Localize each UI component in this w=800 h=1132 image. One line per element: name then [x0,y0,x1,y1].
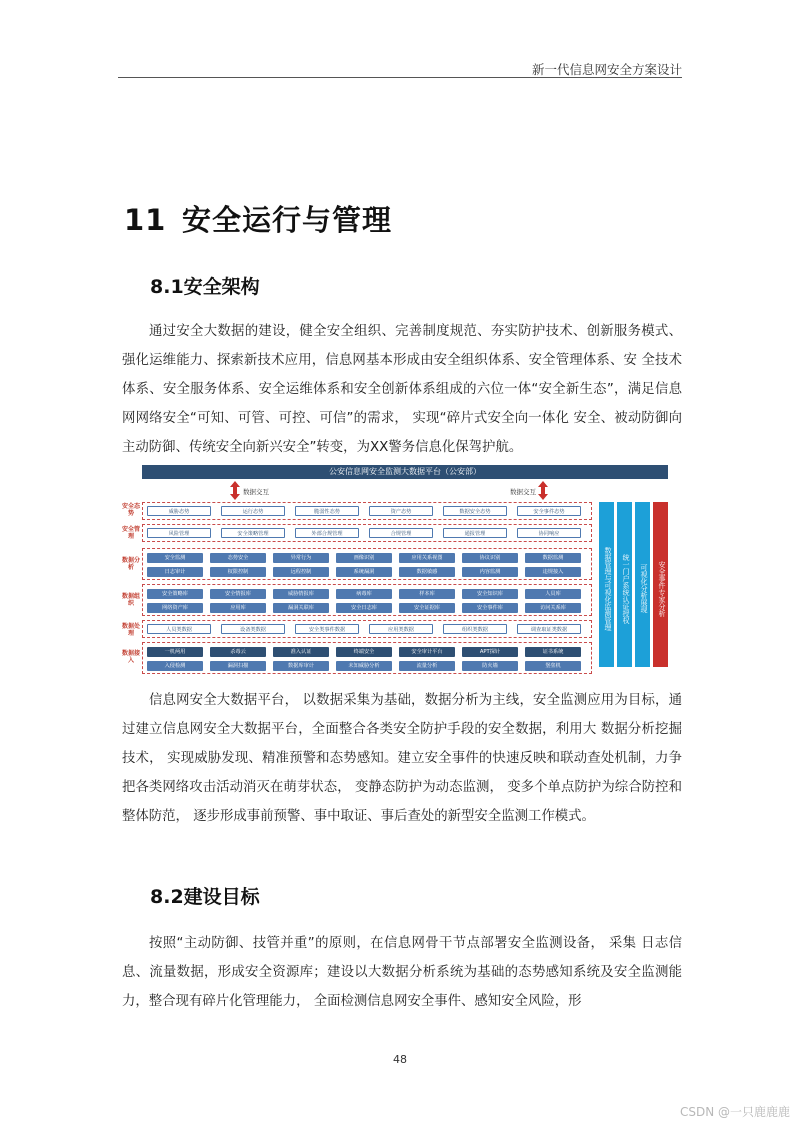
diagram-cell: 安全事件态势 [517,506,581,516]
diagram-cell: 访问关系库 [525,603,581,613]
diagram-cell: 网络资产库 [147,603,203,613]
diagram-cell: 安全证据库 [399,603,455,613]
paragraph-architecture: 通过安全大数据的建设，健全安全组织、完善制度规范、夯实防护技术、创新服务模式、强化运维能力、探索新技术应用，信息网基本形成由安全组织体系、安全管理体系、安 全技术体系、安全服务体系、安全运维体系和安全创新体系组成的六位一体“安全新生态”，满足信息网网络安全“可知、可管、可控、可信”的需求， 实现“碎片式安全向一体化 安全、被动防御向主动防御、传统安全向新兴安全”转变，为XX警务信息化保驾护航。 [122,324,682,455]
double-arrow-icon [538,481,548,500]
diagram-row-processing [142,620,592,638]
diagram-cell: APT探针 [462,647,518,657]
watermark: CSDN @一只鹿鹿鹿 [679,1105,790,1119]
diagram-cell: 系统漏洞 [336,567,392,577]
diagram-cell: 权限控制 [210,567,266,577]
diagram-cell: 调查取证类数据 [517,624,581,634]
chapter-title: 安全运行与管理 [182,203,393,237]
diagram-cell: 安全情报库 [210,589,266,599]
diagram-cell: 脆弱性态势 [295,506,359,516]
diagram-cell: 资产态势 [369,506,433,516]
diagram-cell: 人员类数据 [147,624,211,634]
diagram-cell: 安全策略库 [147,589,203,599]
diagram-top-bar: 公安信息网安全监测大数据平台（公安部） [142,465,668,479]
diagram-cell: 漏洞关联库 [273,603,329,613]
vertical-column-expert-analysis: 安全事件专家分析 [653,502,668,667]
diagram-cell: 风险管理 [147,528,211,538]
diagram-cell: 应用库 [210,603,266,613]
vertical-column-visual-analysis: 可视化分析展现 [635,502,650,667]
diagram-cell: 通报管理 [443,528,507,538]
diagram-cell: 异常行为 [273,553,329,563]
chapter-heading [124,198,392,239]
vertical-column-data-management: 数据管理与可视化监测管理 [599,502,614,667]
paragraph-big-data-platform: 信息网安全大数据平台， 以数据采集为基础，数据分析为主线，安全监测应用为目标，通过建立信息网安全大数据平台，全面整合各类安全防护手段的安全数据，利用大 数据分析挖掘技术， 实现威胁发现、精准预警和态势感知。建立安全事件的快速反映和联动查处机制，力争把各类网络攻击活动消灭在萌芽状态， 变静态防护为动态监测， 变多个单点防护为综合防控和整体防范， 逐步形成事前预警、事中取证、事后查处的新型安全监测工作模式。 [122,693,682,824]
diagram-cell: 一机两用 [147,647,203,657]
page-number: 48 [393,1053,407,1066]
diagram-cell: 数据库审计 [273,661,329,671]
diagram-row-management [142,524,592,542]
diagram-cell: 违规接入 [525,567,581,577]
diagram-row-organization [142,584,592,616]
row-label: 数据接入 [122,650,141,664]
diagram-row-ingestion [142,642,592,674]
flow-label-right: 数据交互 [510,488,536,496]
diagram-cell: 准入认证 [273,647,329,657]
header-divider [118,77,682,78]
diagram-cell: 安全事件库 [462,603,518,613]
diagram-cell: 安全知识库 [462,589,518,599]
diagram-cell: 防火墙 [462,661,518,671]
diagram-row-analysis [142,548,592,580]
row-label: 数据分析 [122,557,141,571]
diagram-cell: 应用关系视图 [399,553,455,563]
diagram-cell: 流量分析 [399,661,455,671]
diagram-cell: 协同响应 [517,528,581,538]
diagram-cell: 态势安全 [210,553,266,563]
diagram-cell: 数据监测 [525,553,581,563]
diagram-cell: 数据敏感 [399,567,455,577]
section-heading-8-2: 8.2建设目标 [150,886,260,908]
diagram-cell: 证书系统 [525,647,581,657]
diagram-cell: 终端安全 [336,647,392,657]
diagram-cell: 病毒库 [336,589,392,599]
diagram-cell: 安全审计平台 [399,647,455,657]
diagram-cell: 运行态势 [221,506,285,516]
diagram-cell: 安全策略管理 [221,528,285,538]
row-label: 数据组织 [122,593,141,607]
diagram-cell: 合规管理 [369,528,433,538]
diagram-cell: 安全类事件数据 [295,624,359,634]
row-label: 安全管理 [122,526,141,540]
diagram-cell: 内容监测 [462,567,518,577]
vertical-column-unified-portal: 统一门户系统认证授权 [617,502,632,667]
diagram-cell: 堡垒机 [525,661,581,671]
diagram-cell: 应用类数据 [369,624,433,634]
diagram-cell: 未知威胁分析 [336,661,392,671]
flow-label-left: 数据交互 [243,488,269,496]
chapter-number: 11 [124,203,167,237]
security-architecture-diagram [118,460,678,682]
running-header: 新一代信息网安全方案设计 [531,62,682,77]
diagram-cell: 数据安全态势 [443,506,507,516]
diagram-cell: 设备类数据 [221,624,285,634]
section-heading-8-1: 8.1安全架构 [150,276,260,298]
diagram-cell: 画像识别 [336,553,392,563]
diagram-cell: 样本库 [399,589,455,599]
double-arrow-icon [230,481,240,500]
diagram-row-situation [142,502,592,520]
diagram-cell: 威胁态势 [147,506,211,516]
diagram-cell: 安全日志库 [336,603,392,613]
diagram-cell: 外部合规管理 [295,528,359,538]
diagram-cell: 协议识别 [462,553,518,563]
diagram-cell: 入侵检测 [147,661,203,671]
paragraph-construction-goal: 按照“主动防御、技管并重”的原则，在信息网骨干节点部署安全监测设备， 采集 日志信息、流量数据，形成安全资源库；建设以大数据分析系统为基础的态势感知系统及安全监测能力，整合现有碎片化管理能力， 全面检测信息网安全事件、感知安全风险，形 [122,936,682,1009]
row-label: 安全态势 [122,503,141,517]
diagram-cell: 远程控制 [273,567,329,577]
diagram-cell: 人员库 [525,589,581,599]
diagram-cell: 日志审计 [147,567,203,577]
diagram-cell: 杀毒云 [210,647,266,657]
diagram-cell: 漏洞扫描 [210,661,266,671]
diagram-cell: 威胁情报库 [273,589,329,599]
diagram-cell: 安全监测 [147,553,203,563]
row-label: 数据处理 [122,623,141,637]
diagram-cell: 组织类数据 [443,624,507,634]
